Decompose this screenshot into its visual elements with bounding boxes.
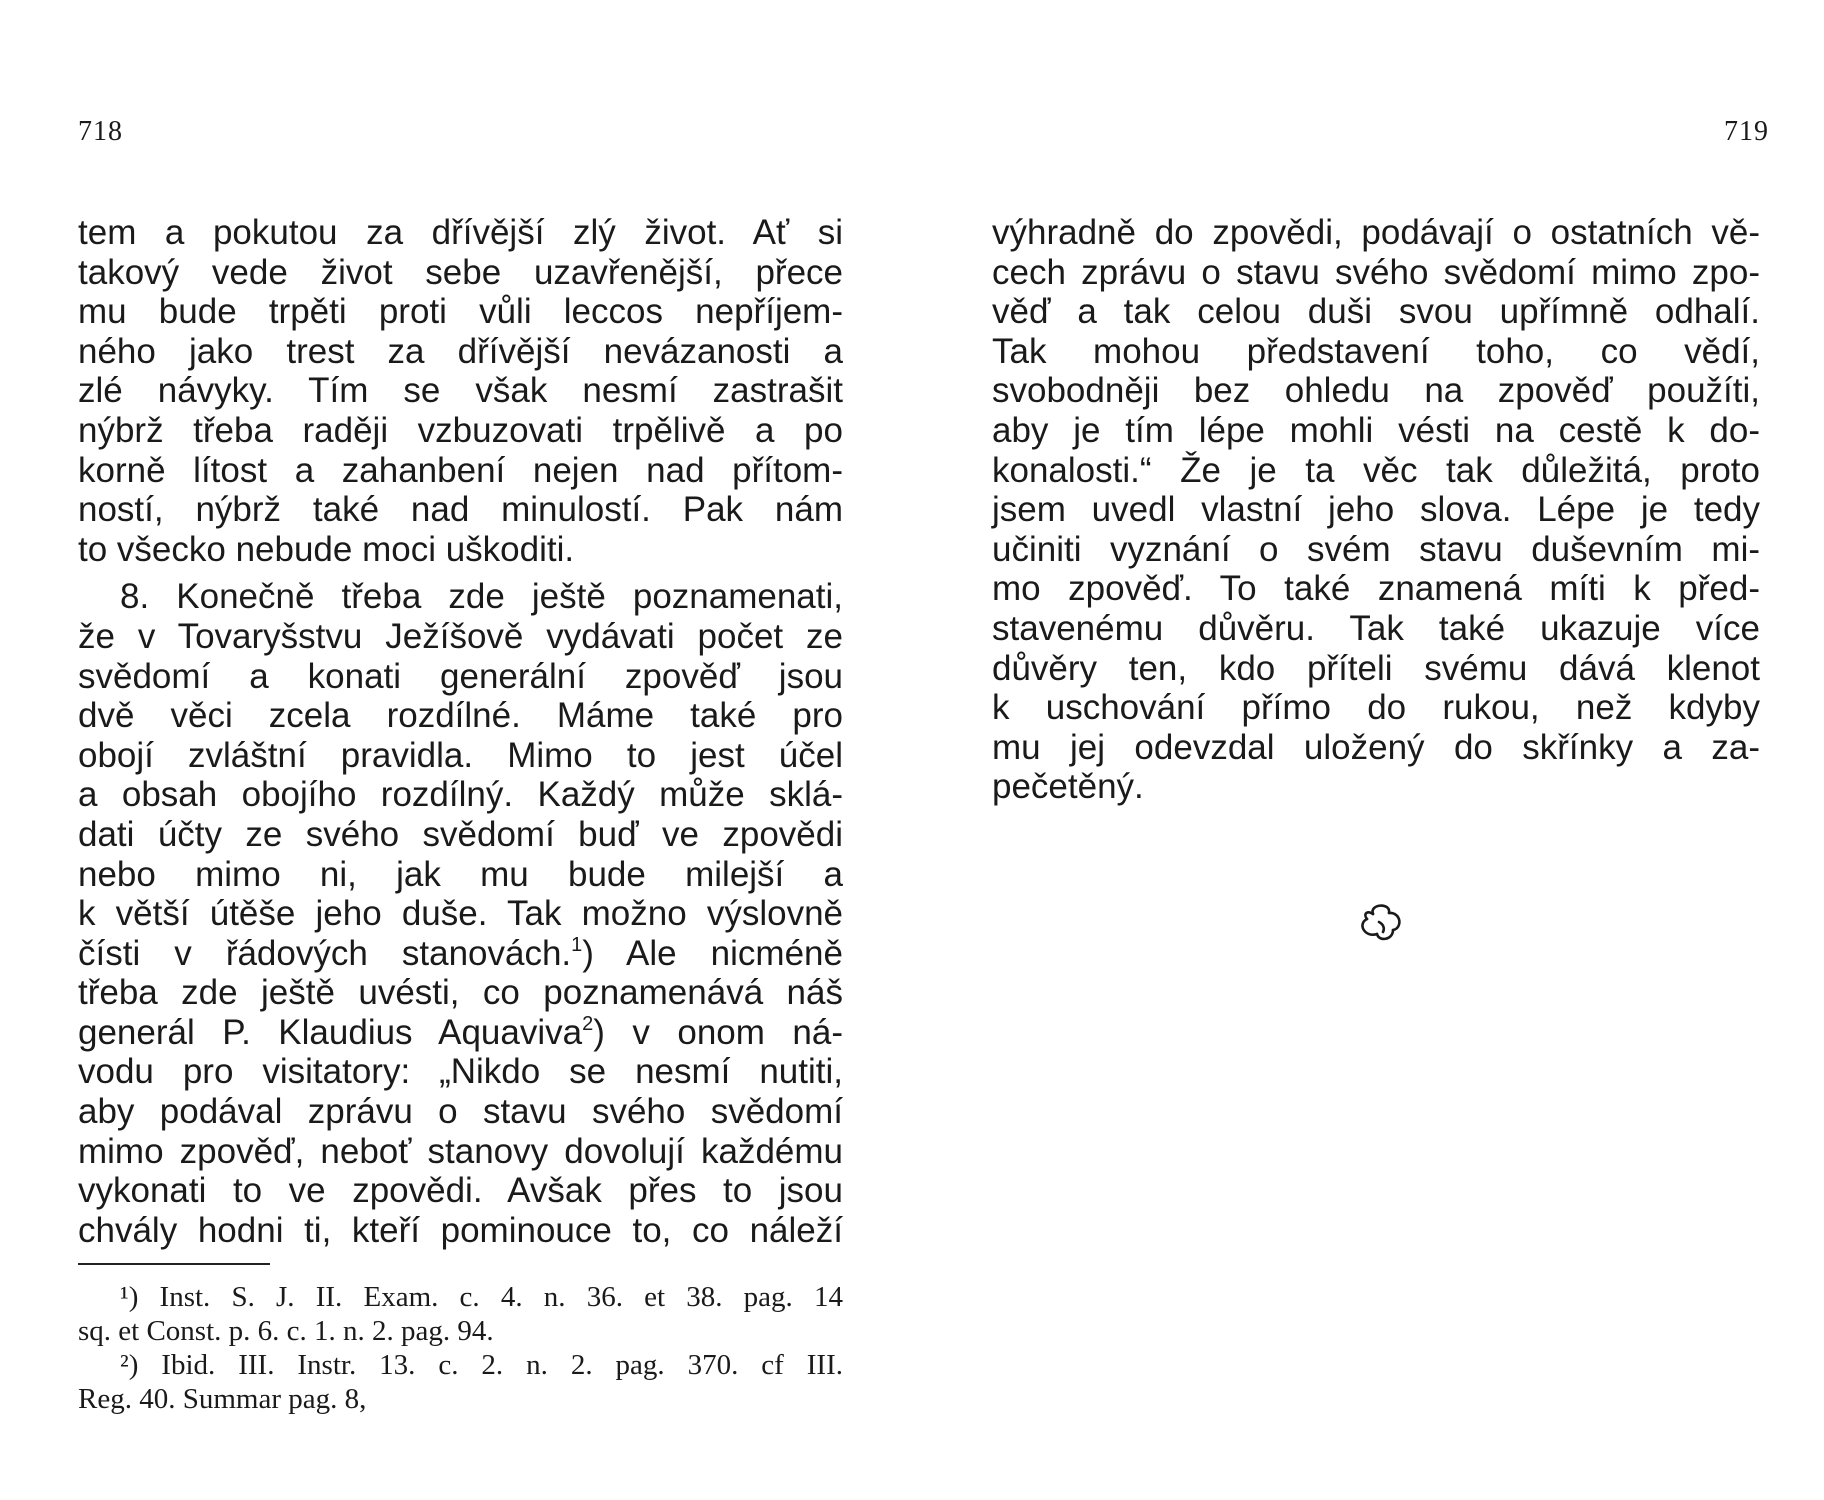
text-line: tem a pokutou za dřívější zlý život. Ať si	[78, 213, 843, 252]
page-number-right: 719	[1724, 116, 1769, 147]
left-text-column	[78, 213, 843, 1250]
text-line: konalosti.“ Že je ta věc tak důležitá, proto	[992, 450, 1760, 490]
text-line: mu jej odevzdal uložený do skřínky a za-	[992, 727, 1760, 767]
text-line: svědomí a konati generální zpověď jsou	[78, 656, 843, 696]
text-line: vodu pro visitatory: „Nikdo se nesmí nutiti,	[78, 1052, 843, 1092]
page-number-left: 718	[78, 116, 123, 147]
text-line: vykonati to ve zpovědi. Avšak přes to jsou	[78, 1171, 843, 1211]
text-line: výhradně do zpovědi, podávají o ostatních vě-	[992, 213, 1760, 252]
text-line: dati účty ze svého svědomí buď ve zpovědi	[78, 814, 843, 854]
text-line: to všecko nebude moci uškoditi.	[78, 529, 575, 569]
text-line: že v Tovaryšstvu Ježíšově vydávati počet ze	[78, 616, 843, 656]
text-line: pečetěný.	[992, 767, 1144, 807]
text-line: zlé návyky. Tím se však nesmí zastrašit	[78, 371, 843, 411]
text-line-with-footnote-2	[78, 1013, 843, 1053]
text-line: aby podával zprávu o stavu svého svědomí	[78, 1092, 843, 1132]
footnote-marker-1: 1	[571, 933, 583, 956]
footnote-marker-2: 2	[582, 1012, 594, 1035]
footnote-2-continued: Reg. 40. Summar pag. 8,	[78, 1383, 367, 1415]
text-line: cech zprávu o stavu svého svědomí mimo zpo-	[992, 252, 1760, 292]
paragraph-8	[78, 577, 843, 1250]
text-line: korně lítost a zahanbení nejen nad přítom-	[78, 450, 843, 490]
footnote-divider	[78, 1263, 270, 1265]
text-line: Tak mohou představení toho, co vědí,	[992, 331, 1760, 371]
text-line: nýbrž třeba raději vzbuzovati trpělivě a po	[78, 410, 843, 450]
right-page	[912, 0, 1824, 1500]
text-fragment: čísti v řádových stanovách.	[78, 933, 572, 973]
text-line: mo zpověď. To také znamená míti k před-	[992, 569, 1760, 609]
text-line: stavenému důvěru. Tak také ukazuje více	[992, 608, 1760, 648]
footnote-1-continued: sq. et Const. p. 6. c. 1. n. 2. pag. 94.	[78, 1315, 494, 1347]
text-line: mu bude trpěti proti vůli leccos nepříjem-	[78, 292, 843, 332]
text-line: svobodněji bez ohledu na zpověď použíti,	[992, 371, 1760, 411]
text-line: a obsah obojího rozdílný. Každý může sklá-	[78, 775, 843, 815]
text-line: aby je tím lépe mohli vésti na cestě k do-	[992, 410, 1760, 450]
text-line: chvály hodni ti, kteří pominouce to, co náleží	[78, 1210, 843, 1250]
footnote-1: ¹) Inst. S. J. II. Exam. c. 4. n. 36. et 38. pag. 14	[120, 1281, 843, 1313]
paragraph-7-end	[78, 213, 843, 569]
text-fragment: ) v onom ná-	[593, 1012, 844, 1052]
text-line: takový vede život sebe uzavřenější, přece	[78, 252, 843, 292]
text-line-with-footnote-1	[78, 934, 843, 974]
text-line: ností, nýbrž také nad minulostí. Pak nám	[78, 490, 843, 530]
text-line: 8. Konečně třeba zde ještě poznamenati,	[120, 577, 843, 617]
trefoil-ornament-icon	[1353, 900, 1409, 944]
footnotes	[78, 1280, 843, 1416]
text-line: učiniti vyznání o svém stavu duševním mi-	[992, 529, 1760, 569]
right-text-column	[992, 213, 1760, 807]
text-line: důvěry ten, kdo příteli svému dává klenot	[992, 648, 1760, 688]
text-line: k větší útěše jeho duše. Tak možno výslovně	[78, 894, 843, 934]
text-line: věď a tak celou duši svou upřímně odhalí.	[992, 292, 1760, 332]
text-line: k uschování přímo do rukou, než kdyby	[992, 688, 1760, 728]
text-line: jsem uvedl vlastní jeho slova. Lépe je tedy	[992, 490, 1760, 530]
text-line: třeba zde ještě uvésti, co poznamenává náš	[78, 973, 843, 1013]
text-line: dvě věci zcela rozdílné. Máme také pro	[78, 696, 843, 736]
footnote-2: ²) Ibid. III. Instr. 13. c. 2. n. 2. pag. 370. cf III.	[120, 1349, 843, 1381]
text-line: nebo mimo ni, jak mu bude milejší a	[78, 854, 843, 894]
text-fragment: generál P. Klaudius Aquaviva	[78, 1012, 583, 1052]
text-line: mimo zpověď, neboť stanovy dovolují každému	[78, 1131, 843, 1171]
text-fragment: ) Ale nicméně	[582, 933, 843, 973]
text-line: ného jako trest za dřívější nevázanosti a	[78, 331, 843, 371]
text-line: obojí zvláštní pravidla. Mimo to jest účel	[78, 735, 843, 775]
